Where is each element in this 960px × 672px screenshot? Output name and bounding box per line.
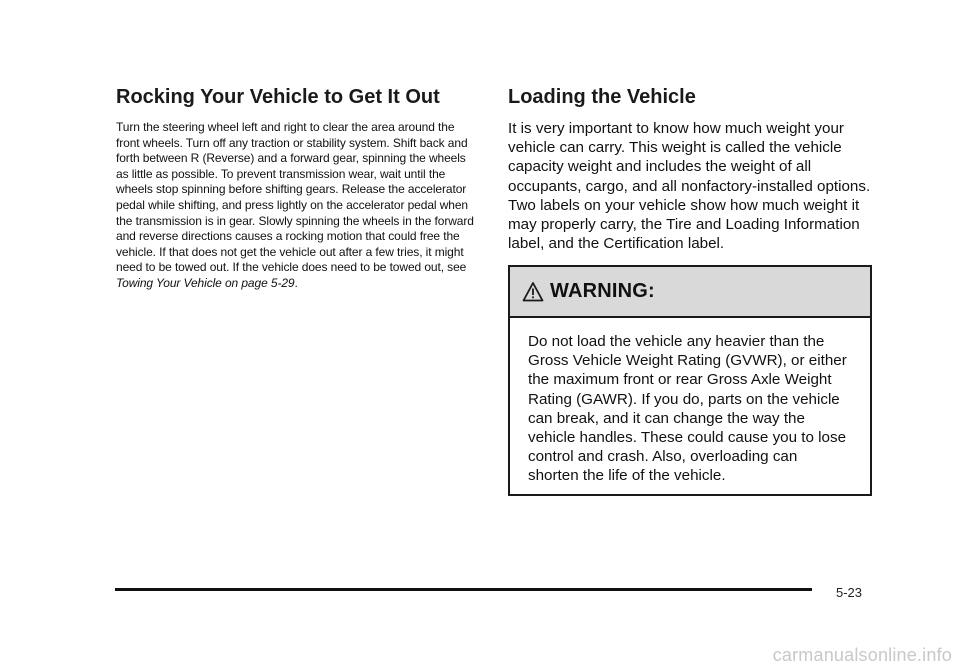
rocking-text: Turn the steering wheel left and right to clear the area around the front wheels. Turn off any traction or stability system. Shift back and forth between R (Reverse) and a forward gear, spinning the wheels as little as possible. To prevent transmission wear, wait until the wheels stop spinning before shifting gears. Release the accelerator pedal while shifting, and press lightly on the accelerator pedal when the transmission is in gear. Slowly spinning the wheels in the forward and reverse directions causes a rocking motion that could free the vehicle. If that does not get the vehicle out after a few tries, it might need to be towed out. If the vehicle does need to be towed out, see — [116, 120, 474, 275]
right-column — [508, 84, 874, 253]
warning-title: WARNING: — [550, 280, 655, 302]
warning-box — [508, 265, 872, 496]
section-heading-loading: Loading the Vehicle — [508, 86, 696, 108]
rocking-paragraph — [116, 120, 480, 292]
warning-text: Do not load the vehicle any heavier than the Gross Vehicle Weight Rating (GVWR), or either the maximum front or rear Gross Axle Weight Rating (GAWR). If you do, parts on the vehicle can break, and it can change the way the vehicle handles. These could cause you to lose control and crash. Also, overloading can shorten the life of the vehicle. — [528, 333, 847, 485]
footer-rule — [115, 588, 812, 591]
reference-period: . — [294, 275, 298, 290]
watermark: carmanualsonline.info — [772, 645, 952, 665]
towing-reference-link[interactable]: Towing Your Vehicle on page 5-29 — [116, 275, 295, 290]
warning-triangle-icon — [522, 281, 544, 303]
section-heading-rocking: Rocking Your Vehicle to Get It Out — [116, 86, 440, 108]
page-number: 5-23 — [836, 585, 863, 600]
loading-paragraph: It is very important to know how much weight your vehicle can carry. This weight is called the vehicle capacity weight and includes the weight of all occupants, cargo, and all nonfactory-installed options. Two labels on your vehicle show how much weight it may properly carry, the Tire and Loading Information label, and the Certification label. — [508, 120, 871, 253]
left-column — [116, 84, 480, 292]
warning-header — [510, 267, 870, 318]
